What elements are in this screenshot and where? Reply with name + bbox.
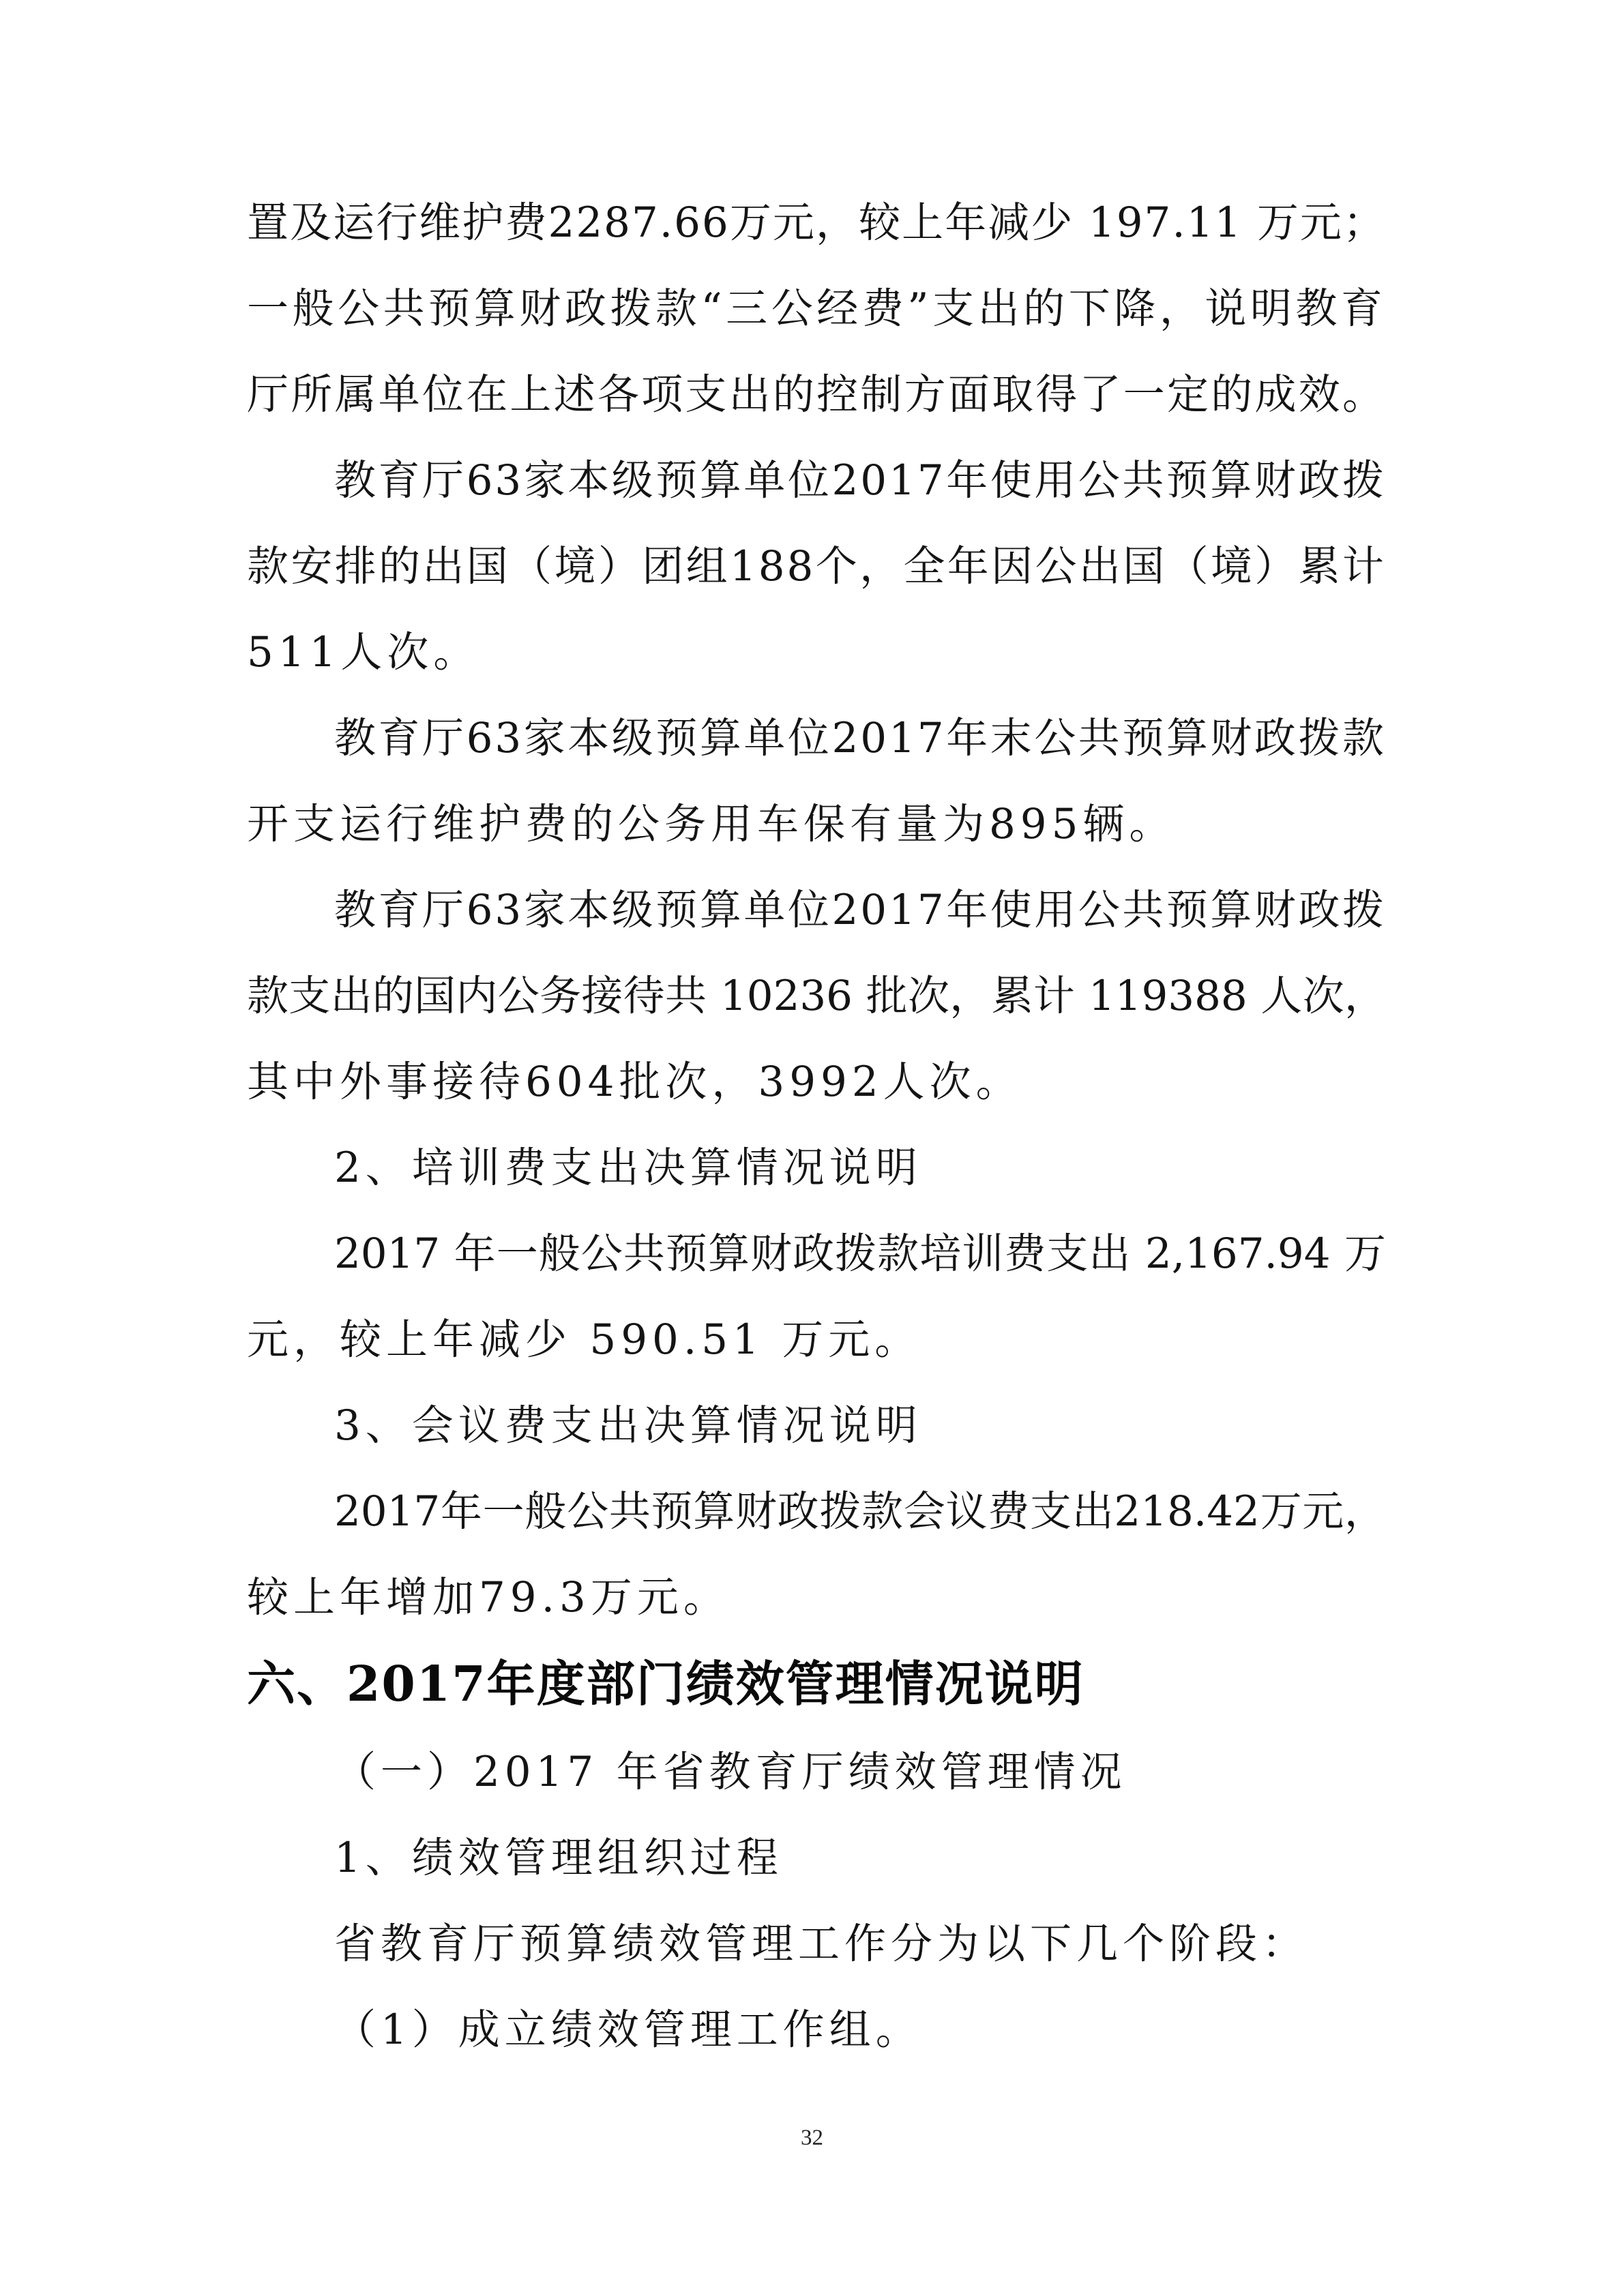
paragraph-line: 511人次。 (247, 628, 480, 676)
page-number: 32 (801, 2126, 823, 2150)
paragraph-line: （1）成立绩效管理工作组。 (334, 2006, 922, 2054)
paragraph-line: 较上年增加79.3万元。 (247, 1573, 730, 1622)
paragraph-line: 教育厅63家本级预算单位2017年末公共预算财政拨款 (334, 714, 1386, 762)
subsection-title: （一）2017 年省教育厅绩效管理情况 (334, 1748, 1127, 1796)
paragraph-line: 教育厅63家本级预算单位2017年使用公共预算财政拨 (334, 456, 1386, 505)
paragraph-line: 款支出的国内公务接待共 10236 批次，累计 119388 人次， (247, 972, 1386, 1020)
paragraph-line: 款安排的出国（境）团组188个，全年因公出国（境）累计 (247, 542, 1386, 591)
paragraph-line: 元，较上年减少 590.51 万元。 (247, 1315, 921, 1364)
paragraph-line: 2017年一般公共预算财政拨款会议费支出218.42万元， (334, 1487, 1386, 1536)
subsection-title: 2、培训费支出决算情况说明 (334, 1144, 922, 1192)
subsection-title: 3、会议费支出决算情况说明 (334, 1401, 922, 1450)
paragraph-line: 开支运行维护费的公务用车保有量为895辆。 (247, 800, 1176, 848)
paragraph-line: 2017 年一般公共预算财政拨款培训费支出 2,167.94 万 (334, 1229, 1386, 1278)
section-heading: 六、2017年度部门绩效管理情况说明 (247, 1655, 1084, 1712)
paragraph-line: 置及运行维护费2287.66万元，较上年减少 197.11 万元； (247, 198, 1386, 247)
subsection-title: 1、绩效管理组织过程 (334, 1834, 783, 1882)
paragraph-line: 其中外事接待604批次，3992人次。 (247, 1058, 1022, 1106)
paragraph-line: 省教育厅预算绩效管理工作分为以下几个阶段： (334, 1920, 1309, 1968)
paragraph-line: 厅所属单位在上述各项支出的控制方面取得了一定的成效。 (247, 370, 1386, 419)
paragraph-line: 一般公共预算财政拨款“三公经费”支出的下降，说明教育 (247, 284, 1386, 333)
paragraph-line: 教育厅63家本级预算单位2017年使用公共预算财政拨 (334, 886, 1386, 934)
